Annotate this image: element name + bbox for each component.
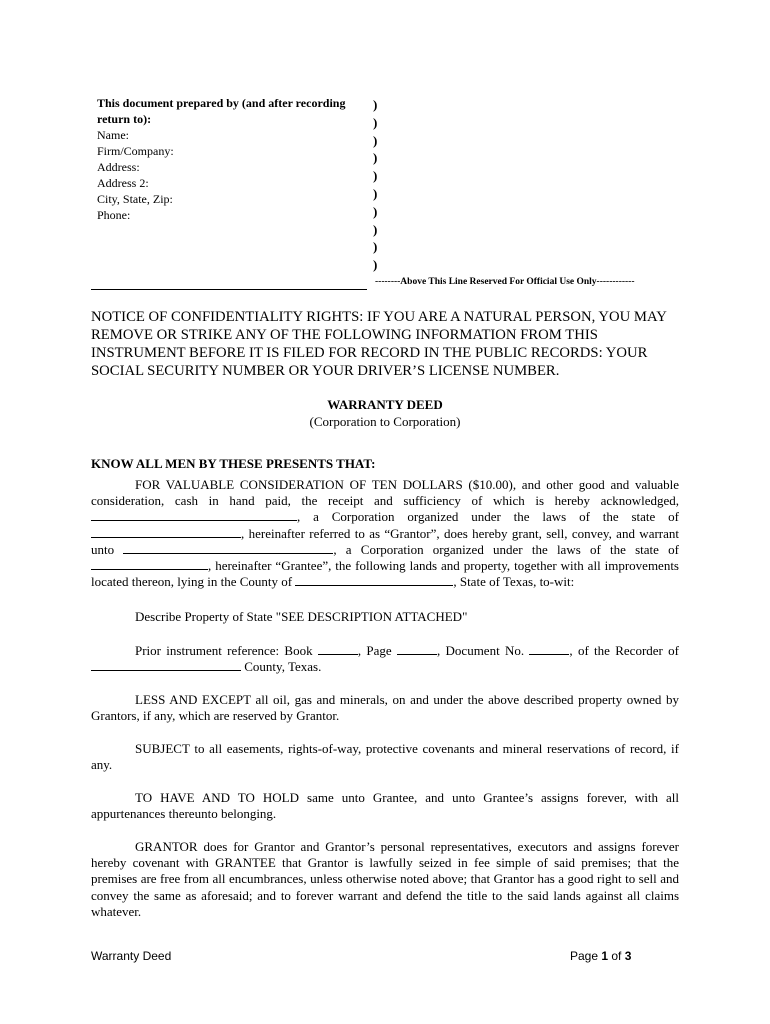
less-and-except-paragraph: LESS AND EXCEPT all oil, gas and minerals, on and under the above described property owned by Grantors, if any, which are reserved by Grantor. — [91, 692, 679, 724]
phone-label: Phone: — [97, 208, 131, 222]
prior-text: Prior instrument reference: Book — [135, 643, 318, 658]
of-word: of — [608, 949, 625, 963]
consideration-text: , hereinafter “Grantee”, the following lands and property, together with all improvements located thereon, lying in the County of — [91, 558, 679, 590]
current-page: 1 — [601, 949, 609, 963]
consideration-text: FOR VALUABLE CONSIDERATION OF TEN DOLLARS ($10.00), and other good and valuable consideration, cash in hand paid, the receipt and sufficiency of which is hereby acknowledged, — [91, 477, 679, 509]
consideration-text: , a Corporation organized under the laws of the state of — [333, 541, 679, 557]
page-blank[interactable] — [397, 643, 437, 655]
county-blank[interactable] — [295, 574, 453, 586]
paren: ) — [373, 257, 378, 273]
paren: ) — [373, 114, 378, 130]
paren: ) — [373, 168, 378, 184]
name-label: Name: — [97, 128, 129, 142]
document-subtitle: (Corporation to Corporation) — [309, 414, 461, 429]
address2-label: Address 2: — [97, 176, 149, 190]
grantor-state-blank[interactable] — [91, 526, 241, 538]
paren: ) — [373, 150, 378, 166]
prior-text: County, Texas. — [241, 659, 322, 675]
address-label: Address: — [97, 160, 140, 174]
to-have-and-hold-paragraph: TO HAVE AND TO HOLD same unto Grantee, and unto Grantee’s assigns forever, with all appurtenances thereunto belonging. — [91, 790, 679, 822]
paren: ) — [373, 239, 378, 255]
return-to-text: return to): — [97, 112, 152, 126]
prepared-by-text: This document prepared by (and after recording — [97, 96, 346, 110]
book-blank[interactable] — [318, 643, 358, 655]
consideration-text: , hereinafter referred to as “Grantor”, does hereby grant, sell, convey, and warrant unto — [91, 525, 679, 557]
city-state-zip-label: City, State, Zip: — [97, 192, 173, 206]
document-no-blank[interactable] — [529, 643, 569, 655]
official-use-line: --------Above This Line Reserved For Official Use Only------------ — [375, 277, 635, 287]
property-description: Describe Property of State "SEE DESCRIPTION ATTACHED" — [135, 609, 468, 624]
grantee-state-blank[interactable] — [91, 558, 208, 570]
prior-instrument-paragraph — [91, 643, 679, 675]
paren: ) — [373, 185, 378, 201]
consideration-text: , a Corporation organized under the laws of the state of — [297, 509, 679, 525]
know-all-heading: KNOW ALL MEN BY THESE PRESENTS THAT: — [91, 456, 376, 471]
recorder-county-blank[interactable] — [91, 659, 241, 671]
preparer-rule — [91, 289, 367, 290]
consideration-paragraph — [91, 477, 679, 590]
subject-to-paragraph: SUBJECT to all easements, rights-of-way, protective covenants and mineral reservations of record, if any. — [91, 741, 679, 773]
firm-label: Firm/Company: — [97, 144, 174, 158]
paren: ) — [373, 132, 378, 148]
prior-text: , Page — [357, 643, 397, 658]
consideration-text: , State of Texas, to-wit: — [453, 574, 575, 590]
preparer-block — [97, 95, 369, 223]
paren: ) — [373, 221, 378, 237]
document-title: WARRANTY DEED — [327, 397, 443, 412]
paren: ) — [373, 97, 378, 112]
grantor-covenant-paragraph: GRANTOR does for Grantor and Grantor’s personal representatives, executors and assigns forever hereby covenant with GRANTEE that Grantor is lawfully seized in fee simple of said premises; that the premises are free from all encumbrances, unless otherwise noted above; that Grantor has a good right to sell and convey the same as aforesaid; and to forever warrant and defend the title to the said lands against all claims whatever. — [91, 839, 679, 919]
grantor-name-blank[interactable] — [91, 509, 297, 521]
page-word: Page — [570, 949, 602, 963]
prior-text: , Document No. — [437, 643, 530, 658]
total-pages: 3 — [624, 949, 632, 963]
paren-column — [373, 96, 377, 274]
prior-text: , of the Recorder of — [569, 643, 679, 658]
confidentiality-notice: NOTICE OF CONFIDENTIALITY RIGHTS: IF YOU ARE A NATURAL PERSON, YOU MAY REMOVE OR STRIKE ANY OF THE FOLLOWING INFORMATION FROM THIS INSTRUMENT BEFORE IT IS FILED FOR RECORD IN THE PUBLIC RECORDS: YOUR SOCIAL SECURITY NUMBER OR YOUR DRIVER’S LICENSE NUMBER. — [91, 309, 667, 379]
paren: ) — [373, 203, 378, 219]
grantee-name-blank[interactable] — [123, 542, 333, 554]
footer-page-number — [570, 949, 631, 963]
footer-document-name: Warranty Deed — [91, 949, 172, 963]
